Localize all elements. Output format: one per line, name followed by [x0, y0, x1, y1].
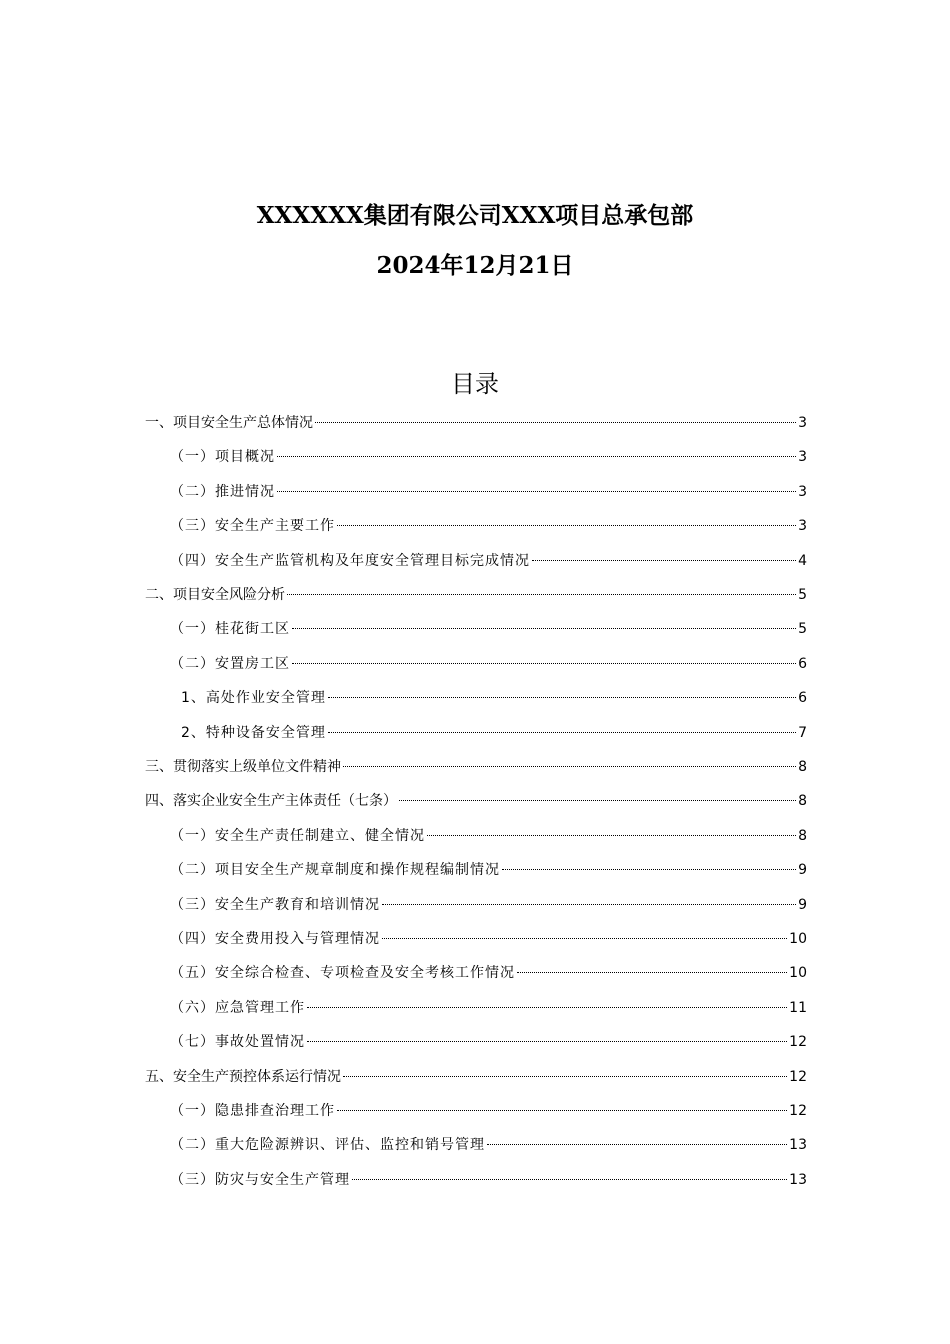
toc-page-number: 12 — [789, 1103, 807, 1119]
toc-page-number: 8 — [798, 759, 807, 775]
toc-entry[interactable] — [170, 996, 807, 1020]
toc-dot-leader — [277, 491, 796, 492]
toc-entry[interactable] — [170, 514, 807, 538]
toc-page-number: 3 — [798, 415, 807, 431]
toc-dot-leader — [427, 835, 796, 836]
toc-entry-label: （一）安全生产责任制建立、健全情况 — [170, 827, 425, 844]
toc-entry[interactable] — [170, 480, 807, 504]
toc-dot-leader — [337, 1110, 787, 1111]
toc-entry[interactable] — [170, 1168, 807, 1192]
toc-page-number: 4 — [798, 552, 807, 569]
toc-entry-label: 四、落实企业安全生产主体责任（七条） — [145, 793, 397, 810]
toc-entry-label: （一）隐患排查治理工作 — [170, 1103, 335, 1119]
toc-entry-label: （五）安全综合检查、专项检查及安全考核工作情况 — [170, 965, 515, 982]
toc-entry-label: （四）安全费用投入与管理情况 — [170, 931, 380, 947]
toc-entry[interactable] — [145, 789, 807, 813]
toc-entry-label: 三、贯彻落实上级单位文件精神 — [145, 759, 341, 775]
toc-entry-label: （一）项目概况 — [170, 449, 275, 466]
toc-page-number: 13 — [789, 1137, 807, 1154]
toc-dot-leader — [382, 938, 787, 939]
toc-entry[interactable] — [170, 858, 807, 882]
toc-page-number: 12 — [789, 1034, 807, 1051]
toc-entry[interactable] — [145, 1065, 807, 1089]
toc-entry-label: （二）安置房工区 — [170, 655, 290, 672]
toc-entry-label: （三）安全生产教育和培训情况 — [170, 896, 380, 913]
toc-entry-label: （一）桂花街工区 — [170, 621, 290, 638]
toc-dot-leader — [328, 732, 796, 733]
toc-entry-label: 1、高处作业安全管理 — [181, 690, 326, 707]
toc-page-number: 8 — [798, 793, 807, 810]
toc-dot-leader — [287, 594, 796, 595]
toc-entry-label: （二）推进情况 — [170, 483, 275, 500]
toc-page-number: 6 — [798, 655, 807, 672]
toc-entry[interactable] — [181, 721, 807, 745]
toc-entry[interactable] — [145, 755, 807, 779]
toc-page-number: 8 — [798, 827, 807, 844]
toc-entry[interactable] — [170, 549, 807, 573]
toc-dot-leader — [532, 560, 796, 561]
toc-dot-leader — [343, 1076, 787, 1077]
toc-entry[interactable] — [170, 927, 807, 951]
toc-entry-label: （二）项目安全生产规章制度和操作规程编制情况 — [170, 862, 500, 879]
toc-page-number: 3 — [798, 483, 807, 500]
toc-page-number: 9 — [798, 896, 807, 913]
toc-dot-leader — [517, 972, 787, 973]
toc-entry-label: （七）事故处置情况 — [170, 1034, 305, 1051]
toc-entry[interactable] — [170, 617, 807, 641]
toc-dot-leader — [382, 904, 796, 905]
toc-entry-label: （二）重大危险源辨识、评估、监控和销号管理 — [170, 1137, 485, 1154]
toc-entry-label: （四）安全生产监管机构及年度安全管理目标完成情况 — [170, 552, 530, 569]
toc-page-number: 10 — [789, 931, 807, 947]
toc-page-number: 5 — [798, 621, 807, 638]
toc-entry[interactable] — [145, 411, 807, 435]
toc-dot-leader — [328, 697, 796, 698]
toc-dot-leader — [399, 800, 796, 801]
toc-dot-leader — [487, 1144, 787, 1145]
toc-dot-leader — [277, 456, 796, 457]
toc-page-number: 5 — [798, 587, 807, 603]
toc-entry[interactable] — [170, 445, 807, 469]
toc-entry-label: （三）安全生产主要工作 — [170, 518, 335, 535]
toc-dot-leader — [502, 869, 796, 870]
toc-dot-leader — [352, 1179, 787, 1180]
toc-entry-label: 一、项目安全生产总体情况 — [145, 415, 313, 431]
cover-title: XXXXXX集团有限公司XXX项目总承包部 — [256, 202, 694, 229]
toc-dot-leader — [292, 628, 796, 629]
toc-page-number: 9 — [798, 862, 807, 879]
toc-entry[interactable] — [170, 652, 807, 676]
toc-entry[interactable] — [170, 1133, 807, 1157]
toc-entry-label: 2、特种设备安全管理 — [181, 724, 326, 741]
toc-entry-label: （六）应急管理工作 — [170, 999, 305, 1016]
toc-dot-leader — [343, 766, 796, 767]
toc-entry[interactable] — [170, 1030, 807, 1054]
toc-entry[interactable] — [170, 1099, 807, 1123]
toc-page-number: 7 — [798, 724, 807, 741]
toc-dot-leader — [292, 663, 796, 664]
toc-page-number: 11 — [789, 999, 807, 1016]
toc-entry[interactable] — [170, 961, 807, 985]
toc-page-number: 6 — [798, 690, 807, 707]
toc-entry-label: 二、项目安全风险分析 — [145, 587, 285, 603]
toc-page-number: 3 — [798, 518, 807, 535]
toc-page-number: 12 — [789, 1068, 807, 1085]
toc-entry[interactable] — [181, 686, 807, 710]
toc-entry[interactable] — [170, 824, 807, 848]
toc-heading: 目录 — [451, 370, 499, 398]
toc-entry[interactable] — [170, 893, 807, 917]
toc-dot-leader — [307, 1041, 787, 1042]
toc-entry[interactable] — [145, 583, 807, 607]
toc-page-number: 10 — [789, 965, 807, 982]
toc-page-number: 3 — [798, 449, 807, 466]
toc-dot-leader — [307, 1007, 787, 1008]
toc-entry-label: 五、安全生产预控体系运行情况 — [145, 1068, 341, 1085]
toc-dot-leader — [337, 525, 796, 526]
toc-page-number: 13 — [789, 1171, 807, 1188]
toc-dot-leader — [315, 422, 796, 423]
cover-date: 2024年12月21日 — [376, 252, 574, 279]
toc-entry-label: （三）防灾与安全生产管理 — [170, 1171, 350, 1188]
